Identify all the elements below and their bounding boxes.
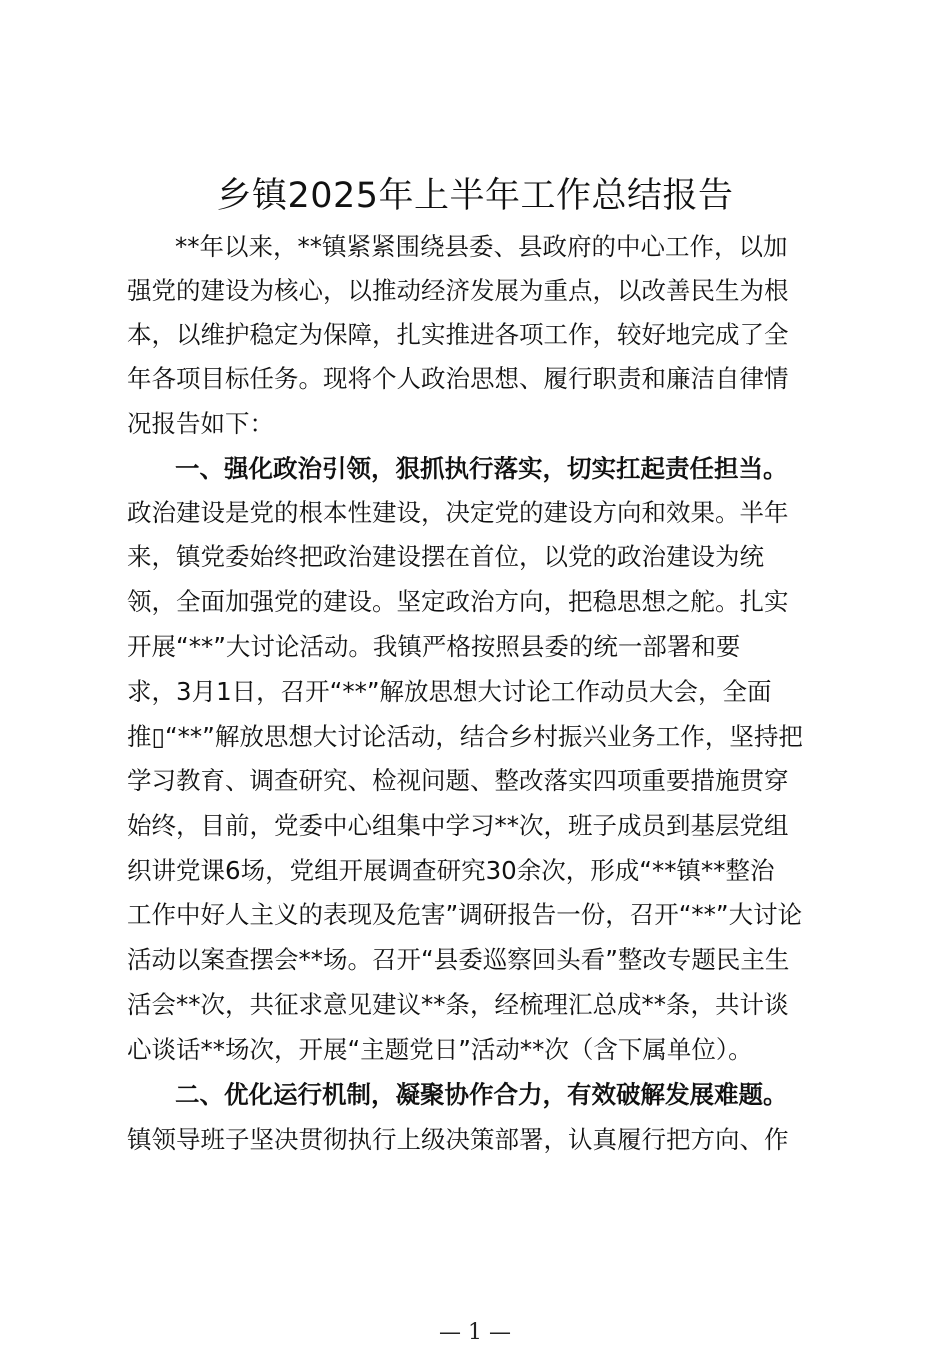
text-line: 工作中好人主义的表现及危害”调研报告一份，召开“**”大讨论 (127, 900, 803, 929)
text-line: 学习教育、调查研究、检视问题、整改落实四项重要措施贯穿 (127, 766, 789, 795)
text-line: 开展“**”大讨论活动。我镇严格按照县委的统一部署和要 (127, 632, 741, 661)
text-line: 推▯“**”解放思想大讨论活动，结合乡村振兴业务工作，坚持把 (127, 722, 803, 751)
text-line: 活会**次，共征求意见建议**条，经梳理汇总成**条，共计谈 (127, 990, 789, 1019)
section-heading-1: 一、强化政治引领，狠抓执行落实，切实扛起责任担当。 (175, 454, 788, 483)
text-line: 况报告如下： (127, 409, 274, 438)
text-line: 年各项目标任务。现将个人政治思想、履行职责和廉洁自律情 (127, 364, 789, 393)
page-number: — 1 — (439, 1320, 511, 1345)
text-line: 心谈话**场次，开展“主题党日”活动**次（含下属单位）。 (127, 1035, 753, 1064)
section-heading-2: 二、优化运行机制，凝聚协作合力，有效破解发展难题。 (175, 1080, 788, 1109)
text-line: 政治建设是党的根本性建设，决定党的建设方向和效果。半年 (127, 498, 789, 527)
text-line: 始终，目前，党委中心组集中学习**次，班子成员到基层党组 (127, 811, 789, 840)
text-line: 镇领导班子坚决贯彻执行上级决策部署，认真履行把方向、作 (127, 1125, 789, 1154)
text-line: 织讲党课6场，党组开展调查研究30余次，形成“**镇**整治 (127, 856, 775, 885)
text-line: 强党的建设为核心，以推动经济发展为重点，以改善民生为根 (127, 276, 789, 305)
text-line: 活动以案查摆会**场。召开“县委巡察回头看”整改专题民主生 (127, 945, 790, 974)
document-title: 乡镇2025年上半年工作总结报告 (216, 176, 734, 216)
text-line: 领，全面加强党的建设。坚定政治方向，把稳思想之舵。扎实 (127, 587, 789, 616)
text-line: 本，以维护稳定为保障，扎实推进各项工作，较好地完成了全 (127, 320, 789, 349)
text-line: **年以来，**镇紧紧围绕县委、县政府的中心工作，以加 (175, 232, 788, 261)
text-line: 来，镇党委始终把政治建设摆在首位，以党的政治建设为统 (127, 542, 764, 571)
text-line: 求，3月1日，召开“**”解放思想大讨论工作动员大会，全面 (127, 677, 772, 706)
